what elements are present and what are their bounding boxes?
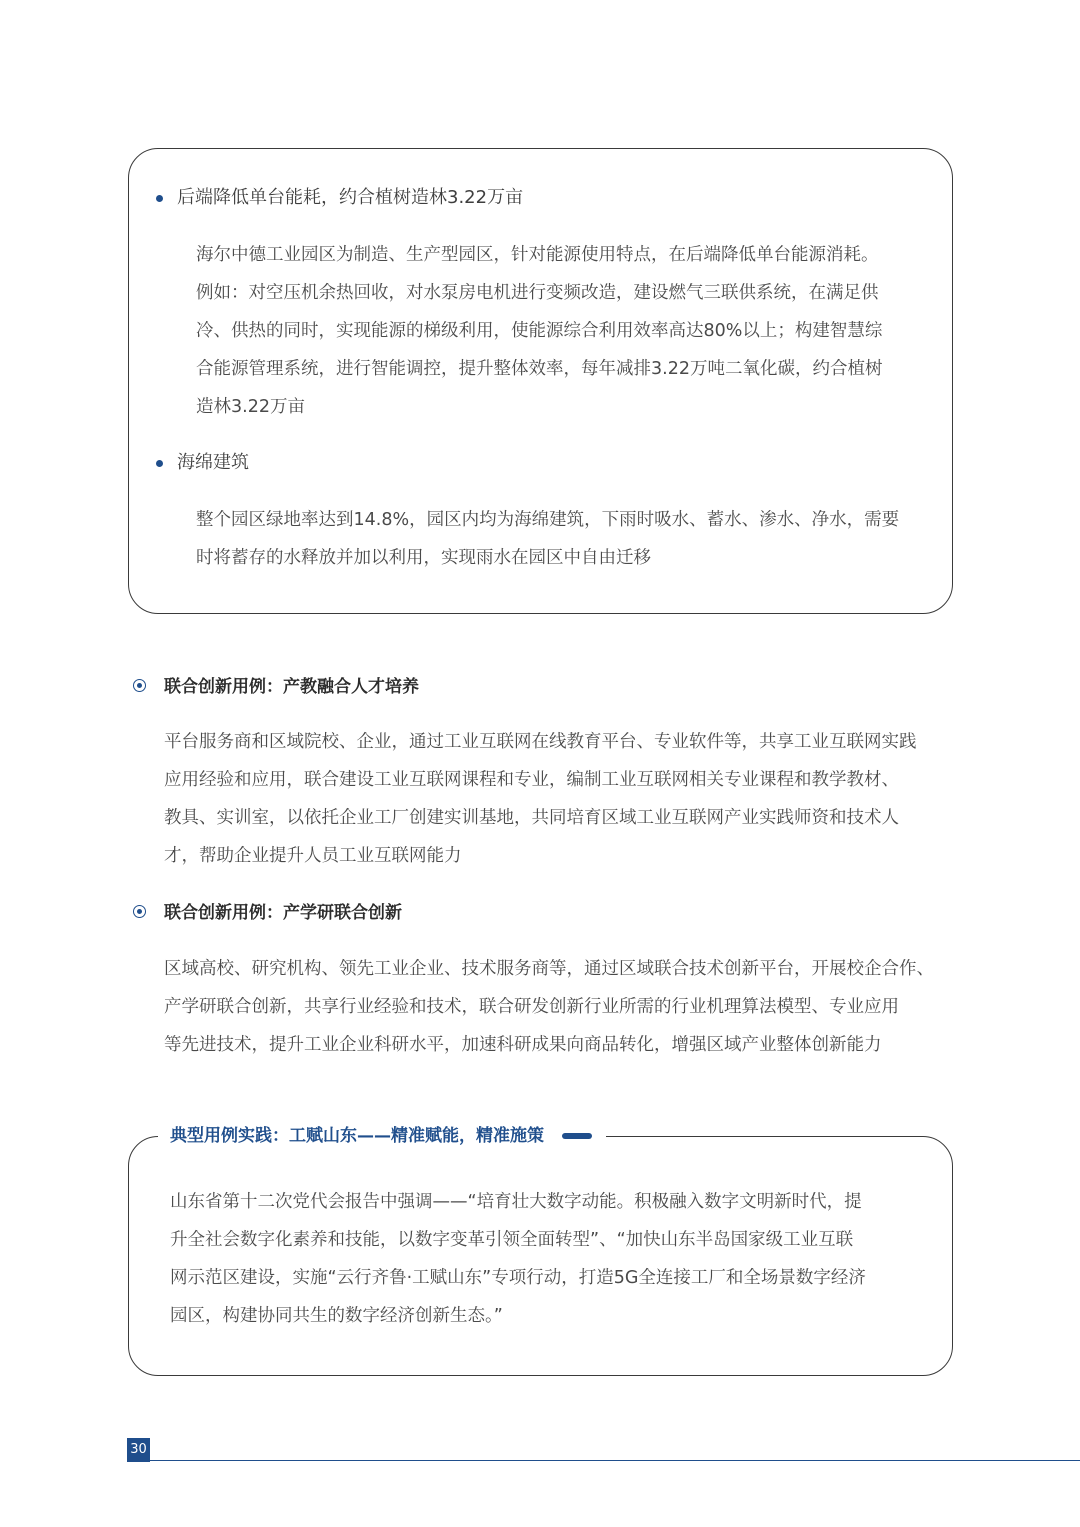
sponge-paragraph [196,501,921,577]
text-line: 等先进技术，提升工业企业科研水平，加速科研成果向商品转化，增强区域产业整体创新能力 [164,1035,882,1055]
bullet-title: 海绵建筑 [177,452,249,473]
bullet-dot-icon [156,460,163,467]
text-line: 平台服务商和区域院校、企业，通过工业互联网在线教育平台、专业软件等，共享工业互联网实践 [164,732,917,752]
bullet-dot-icon [156,195,163,202]
case-practice-title-text: 典型用例实践：工赋山东——精准赋能，精准施策 [170,1126,544,1146]
energy-info-box [128,148,953,614]
footer-rule [150,1460,1080,1461]
radio-bullet-icon [133,905,146,918]
bullet-title: 后端降低单台能耗，约合植树造林3.22万亩 [177,187,524,208]
section-heading-research [164,900,402,926]
bullet-heading-sponge [177,450,249,476]
text-line: 合能源管理系统，进行智能调控，提升整体效率，每年减排3.22万吨二氧化碳，约合植树 [196,359,883,379]
text-line: 才，帮助企业提升人员工业互联网能力 [164,846,462,866]
page-number: 30 [127,1438,150,1462]
case-practice-title [158,1122,606,1150]
text-line: 例如：对空压机余热回收，对水泵房电机进行变频改造，建设燃气三联供系统，在满足供 [196,283,879,303]
bullet-heading-energy [177,185,523,211]
talent-paragraph [164,723,956,875]
text-line: 园区，构建协同共生的数字经济创新生态。” [170,1306,503,1326]
text-line: 教具、实训室，以依托企业工厂创建实训基地，共同培育区域工业互联网产业实践师资和技术人 [164,808,899,828]
energy-paragraph [196,236,921,426]
text-line: 冷、供热的同时，实现能源的梯级利用，使能源综合利用效率高达80%以上；构建智慧综 [196,321,883,341]
text-line: 产学研联合创新，共享行业经验和技术，联合研发创新行业所需的行业机理算法模型、专业应用 [164,997,899,1017]
text-line: 整个园区绿地率达到14.8%，园区内均为海绵建筑，下雨时吸水、蓄水、渗水、净水，需要 [196,510,900,530]
section-heading-text: 联合创新用例：产教融合人才培养 [164,677,419,697]
research-paragraph [164,950,956,1064]
text-line: 海尔中德工业园区为制造、生产型园区，针对能源使用特点，在后端降低单台能源消耗。 [196,245,879,265]
text-line: 山东省第十二次党代会报告中强调——“培育壮大数字动能。积极融入数字文明新时代，提 [170,1192,862,1212]
case-practice-paragraph [170,1183,922,1335]
text-line: 时将蓄存的水释放并加以利用，实现雨水在园区中自由迁移 [196,548,651,568]
section-heading-text: 联合创新用例：产学研联合创新 [164,903,402,923]
text-line: 升全社会数字化素养和技能，以数字变革引领全面转型”、“加快山东半岛国家级工业互联 [170,1230,854,1250]
text-line: 网示范区建设，实施“云行齐鲁·工赋山东”专项行动，打造5G全连接工厂和全场景数字经济 [170,1268,866,1288]
text-line: 造林3.22万亩 [196,397,305,417]
section-heading-talent [164,674,419,700]
title-accent-bar [562,1133,592,1139]
radio-bullet-icon [133,679,146,692]
text-line: 区域高校、研究机构、领先工业企业、技术服务商等，通过区域联合技术创新平台，开展校企合作、 [164,959,934,979]
text-line: 应用经验和应用，联合建设工业互联网课程和专业，编制工业互联网相关专业课程和教学教材、 [164,770,899,790]
